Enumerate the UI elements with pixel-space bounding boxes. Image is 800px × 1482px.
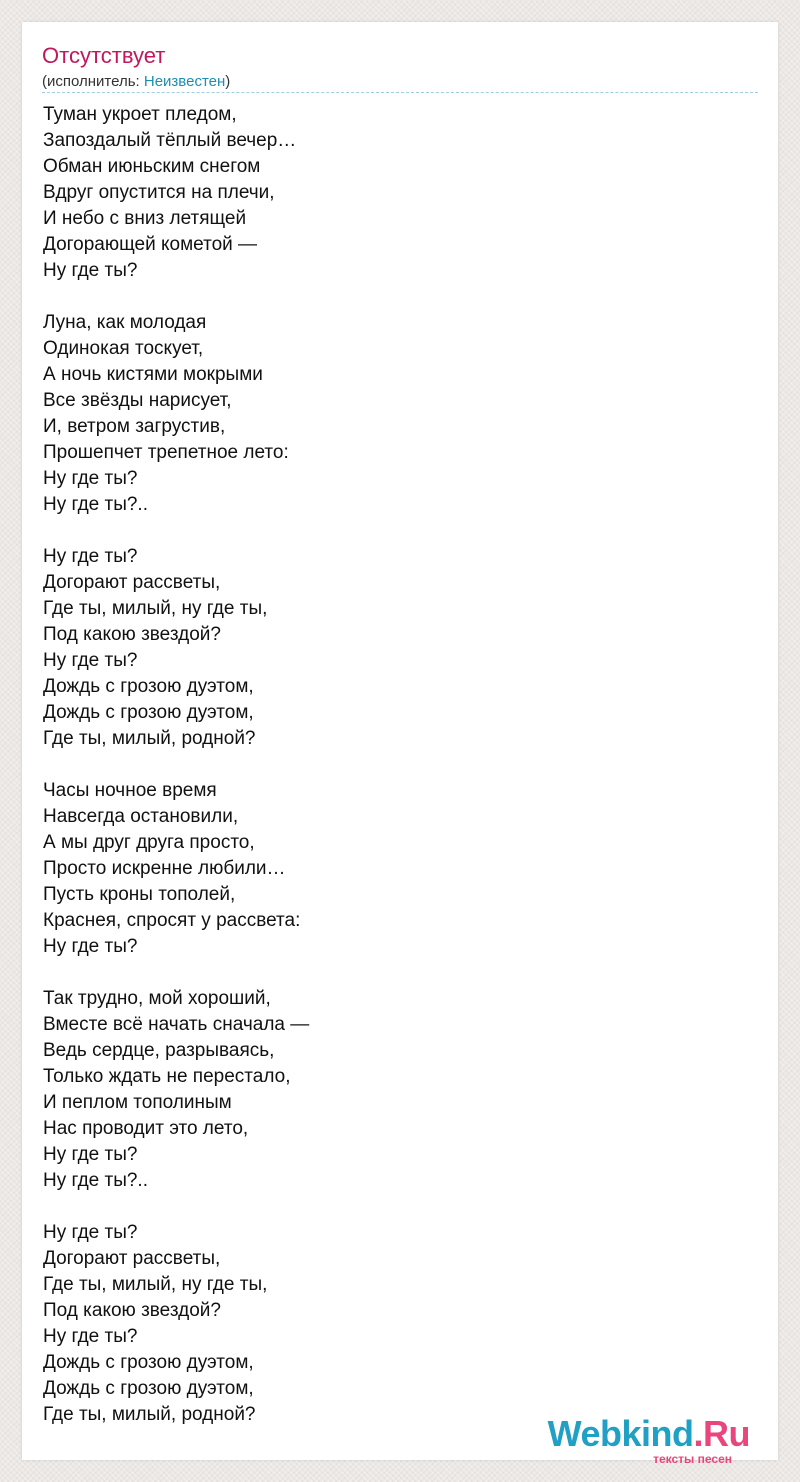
logo-part-2: .Ru: [693, 1413, 750, 1454]
lyric-line: Где ты, милый, родной?: [43, 728, 256, 749]
lyric-line: Ну где ты?..: [43, 494, 148, 515]
lyric-line: Только ждать не перестало,: [43, 1066, 291, 1087]
lyric-line: И пеплом тополиным: [43, 1092, 232, 1113]
lyric-line: И, ветром загрустив,: [43, 416, 226, 437]
header-divider: [42, 92, 758, 93]
lyric-line: Часы ночное время: [43, 780, 217, 801]
stanza-gap: [43, 752, 743, 778]
logo-wordmark: [548, 1414, 750, 1454]
lyric-line: А ночь кистями мокрыми: [43, 364, 263, 385]
lyric-line: Так трудно, мой хороший,: [43, 988, 271, 1009]
artist-prefix: (исполнитель:: [42, 73, 144, 90]
lyric-line: Ну где ты?: [43, 1326, 138, 1347]
lyric-line: Ну где ты?..: [43, 1170, 148, 1191]
song-title: Отсутствует: [42, 43, 166, 68]
lyric-line: Луна, как молодая: [43, 312, 207, 333]
lyric-line: Под какою звездой?: [43, 624, 221, 645]
lyric-line: Нас проводит это лето,: [43, 1118, 249, 1139]
lyric-line: Туман укроет пледом,: [43, 104, 237, 125]
lyric-line: И небо с вниз летящей: [43, 208, 247, 229]
lyrics-text: [43, 102, 743, 1428]
lyric-line: Ну где ты?: [43, 1222, 138, 1243]
lyric-line: Ну где ты?: [43, 546, 138, 567]
lyric-line: Ну где ты?: [43, 468, 138, 489]
logo-tagline: тексты песен: [653, 1452, 732, 1466]
lyric-line: Дождь с грозою дуэтом,: [43, 1352, 254, 1373]
lyric-line: Ведь сердце, разрываясь,: [43, 1040, 275, 1061]
stanza-gap: [43, 1194, 743, 1220]
lyric-line: Просто искренне любили…: [43, 858, 286, 879]
stanza-gap: [43, 284, 743, 310]
lyric-line: Прошепчет трепетное лето:: [43, 442, 289, 463]
lyric-line: А мы друг друга просто,: [43, 832, 255, 853]
lyric-line: Где ты, милый, ну где ты,: [43, 598, 268, 619]
artist-link[interactable]: Неизвестен: [143, 73, 226, 90]
lyric-line: Вместе всё начать сначала —: [43, 1014, 310, 1035]
lyric-line: Дождь с грозою дуэтом,: [43, 1378, 254, 1399]
lyric-line: Вдруг опустится на плечи,: [43, 182, 275, 203]
lyric-line: Одинокая тоскует,: [43, 338, 204, 359]
webkind-logo[interactable]: [547, 1413, 750, 1466]
lyric-line: Ну где ты?: [43, 260, 138, 281]
lyric-line: Все звёзды нарисует,: [43, 390, 232, 411]
lyric-line: Где ты, милый, родной?: [43, 1404, 256, 1425]
lyric-line: Навсегда остановили,: [43, 806, 239, 827]
lyric-line: Дождь с грозою дуэтом,: [43, 702, 254, 723]
logo-part-1: Webkind: [547, 1413, 694, 1454]
lyric-line: Ну где ты?: [43, 650, 138, 671]
artist-line: [42, 72, 230, 92]
lyric-line: Ну где ты?: [43, 936, 138, 957]
artist-suffix: ): [225, 73, 231, 90]
lyrics-card: [22, 22, 778, 1466]
lyric-line: Пусть кроны тополей,: [43, 884, 236, 905]
lyric-line: Краснея, спросят у рассвета:: [43, 910, 301, 931]
lyric-line: Дождь с грозою дуэтом,: [43, 676, 254, 697]
stanza-gap: [43, 518, 743, 544]
lyric-line: Где ты, милый, ну где ты,: [43, 1274, 268, 1295]
lyric-line: Обман июньским снегом: [43, 156, 261, 177]
stanza-gap: [43, 960, 743, 986]
lyric-line: Запоздалый тёплый вечер…: [43, 130, 297, 151]
lyric-line: Догорают рассветы,: [43, 572, 221, 593]
lyric-line: Догорают рассветы,: [43, 1248, 221, 1269]
lyric-line: Догорающей кометой —: [43, 234, 258, 255]
lyric-line: Ну где ты?: [43, 1144, 138, 1165]
lyric-line: Под какою звездой?: [43, 1300, 221, 1321]
